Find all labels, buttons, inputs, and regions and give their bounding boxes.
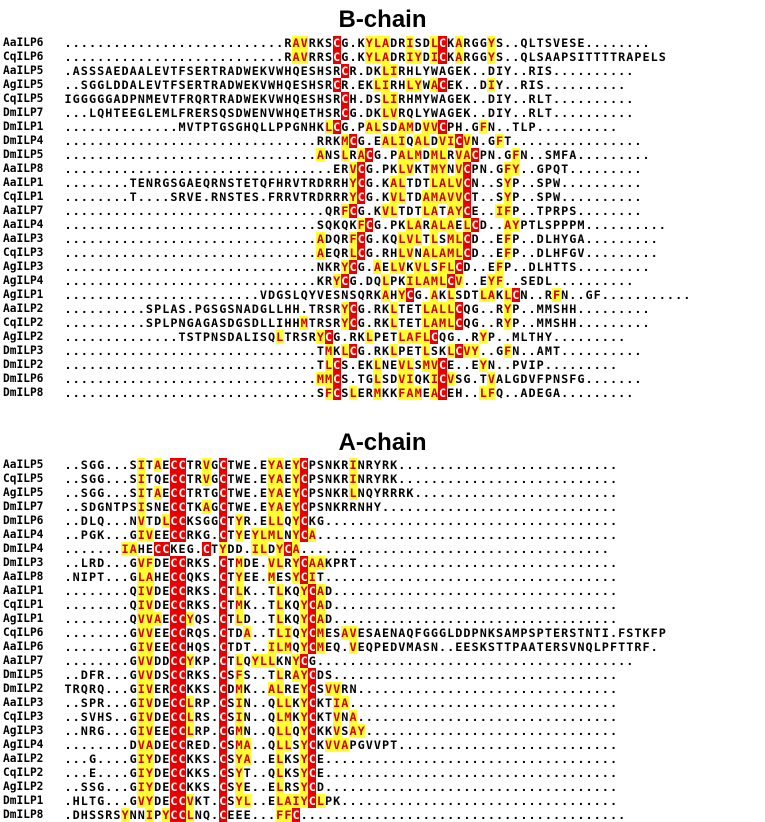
sequence-name: CqILP3	[3, 246, 44, 259]
sequence-name: AgILP4	[3, 274, 44, 287]
sequence-residues: .HLTG...GVYDECCVKT.CSYL..ELAIYCLPK..................................	[64, 794, 618, 808]
sequence-name: DmILP7	[3, 500, 44, 513]
sequence-residues: ...............................MMCS.TGLSDVIQKICVSG.TVALGDVFPNSFG.......	[64, 372, 642, 386]
sequence-residues: ...............................KRYCG.DQLPKILAMLCV..EYF..SEDL..........	[64, 274, 634, 288]
sequence-name: DmILP4	[3, 542, 44, 555]
sequence-residues: .......IAHECCKEG.CTYDD.ILDYCA......................................	[64, 542, 609, 556]
sequence-residues: .NIPT...GLAHECCQKS.CTYEE.MESYCIT....................................	[64, 570, 618, 584]
sequence-residues: ..DFR...GVVDSCCRKS.CSFS..TLRAYCDS...................................	[64, 668, 618, 682]
sequence-name: DmILP8	[3, 808, 44, 821]
sequence-residues: ........QVVAECCYQS.CTLD..TLKQYCAD...................................	[64, 612, 618, 626]
sequence-residues: ................................QRFCG.KVLTDTLATAYCE..IFP..TPRPS........	[64, 204, 642, 218]
sequence-name: DmILP8	[3, 386, 44, 399]
sequence-name: DmILP7	[3, 106, 44, 119]
sequence-name: DmILP1	[3, 120, 44, 133]
sequence-name: CqILP6	[3, 626, 44, 639]
sequence-name: DmILP6	[3, 372, 44, 385]
sequence-name: AaILP4	[3, 528, 44, 541]
sequence-residues: ........GVVEECCRQS.CTDA..TLIQYCMESAVESAENAQFGGGLDDPNKSAMPSPTERSTNTI.FSTKFP	[64, 626, 666, 640]
sequence-name: AgILP4	[3, 738, 44, 751]
sequence-residues: ...G....GIYDECCKKS.CSYA..ELKSYCE....................................	[64, 752, 618, 766]
sequence-residues: ........QIVDECCRKS.CTMK..TLKQYCAD...................................	[64, 598, 618, 612]
sequence-residues: ..........SPLPNGAGASDGSDLLIHHMTRSRYCG.RKLTETLAMLCQG..RYP..MMSHH.........	[64, 316, 650, 330]
sequence-residues: ...........................RAVRKSCG.KYLADRISDLCKARGGYS..QLTSVESE........	[64, 36, 650, 50]
sequence-residues: ...........................RAVRRSCG.KYLADRIYDICKARGGYS..QLSAAPSITTTTRAPELS	[64, 50, 666, 64]
sequence-residues: ...E....GIYDECCKKS.CSYT..QLKSYCE....................................	[64, 766, 618, 780]
sequence-name: AgILP1	[3, 612, 44, 625]
sequence-name: AaILP7	[3, 204, 44, 217]
sequence-name: DmILP5	[3, 668, 44, 681]
sequence-residues: ...............................ADQRFCG.KQLVLTLSMLCD..EFP..DLHYGA.........	[64, 232, 658, 246]
sequence-name: AgILP2	[3, 780, 44, 793]
sequence-name: AaILP1	[3, 584, 44, 597]
sequence-residues: .DHSSRSYNNIPYCCLNQ.CEEE...FFC........................................	[64, 808, 626, 822]
sequence-residues: TRQRQ...GIVERCCKKS.CDMK..ALREYCSVVRN................................	[64, 682, 618, 696]
sequence-name: AaILP6	[3, 36, 44, 49]
sequence-name: CqILP1	[3, 190, 44, 203]
sequence-residues: ..SGGLDDALEVTFSERTRADWEKVWHQESHSRCR.EKLIRHLYWACEK..DIY..RIS..........	[64, 78, 626, 92]
sequence-residues: ..SPR...GIVDECCLRP.CSIN..QLLKYCKTIA.................................	[64, 696, 618, 710]
sequence-residues: ........................VDGSLQYVESNSQRKAHYCG.AKLSDTLAKLCN..RFN..GF...........	[64, 288, 691, 302]
sequence-name: DmILP3	[3, 556, 44, 569]
sequence-name: CqILP2	[3, 316, 44, 329]
sequence-name: AaILP3	[3, 232, 44, 245]
sequence-residues: ........DVADECCRED.CSMA..QLLSYCKVVAPGVVPT...........................	[64, 738, 618, 752]
sequence-residues: ........QIVDECCRKS.CTLK..TLKQYCAD...................................	[64, 584, 618, 598]
sequence-residues: ...............................NKRYCG.AELVKVLSFLCD..EFP..DLHTTS.........	[64, 260, 650, 274]
sequence-residues: ..DLQ...NVTDLCCKSGGCTYR.ELLQYCKG....................................	[64, 514, 618, 528]
sequence-residues: ..SSG...GIYDECCKKS.CSYE..ELRSYCD....................................	[64, 780, 618, 794]
sequence-name: AgILP2	[3, 330, 44, 343]
sequence-name: CqILP3	[3, 710, 44, 723]
sequence-residues: ...............................AEQRLCG.RHLVNALAMLCD..EFP..DLHFGV.........	[64, 246, 658, 260]
sequence-residues: ..SGG...SITAECCTRVGCTWE.EYAEYCPSNKRINRYRK...........................	[64, 458, 618, 472]
sequence-residues: ........GIVEECCHQS.CTDT..ILMQYCMEQ.VEQPEDVMASN..EESKSTTPAATERSVNQLPFTTRF.	[64, 640, 658, 654]
sequence-name: AaILP1	[3, 176, 44, 189]
sequence-name: DmILP5	[3, 148, 44, 161]
sequence-residues: ..SVHS..GIVDECCLRS.CSIN..QLMKYCKTVNA................................	[64, 710, 618, 724]
sequence-name: AaILP8	[3, 162, 44, 175]
b-chain-title: B-chain	[338, 6, 427, 33]
sequence-residues: ..SGG...SITAECCTRTGCTWE.EYAEYCPSNKRLNQYRRRK.........................	[64, 486, 618, 500]
sequence-residues: ...............................TMKLCG.RKLPETLSKLCVY..GFN..AMT..........	[64, 344, 642, 358]
sequence-residues: ..LRD...GVFDECCRKS.CTMDE.VLRYCAAKPRT................................	[64, 556, 618, 570]
sequence-name: AaILP3	[3, 696, 44, 709]
sequence-residues: ..SGG...SITQECCTRVGCTWE.EYAEYCPSNKRINRYRK...........................	[64, 472, 618, 486]
sequence-name: AaILP8	[3, 570, 44, 583]
sequence-residues: ..............MVTPTGSGHQLLPPGNHKLCG.PALSDAMDVVCPH.GFN..TLP..........	[64, 120, 618, 134]
sequence-residues: ..............TSTPNSDALISQLTRSRYCG.RKLPETLAFLCQG..RYP..MLTHY.........	[64, 330, 626, 344]
a-chain-title: A-chain	[338, 429, 427, 456]
sequence-name: AaILP5	[3, 64, 44, 77]
sequence-residues: ........T....SRVE.RNSTES.FRRVTRDRRRYCG.KVLTDAMAVVCT..SYP..SPW..........	[64, 190, 642, 204]
sequence-residues: ..PGK...GIVEECCRKG.CTYEYLMLNYCA.....................................	[64, 528, 618, 542]
sequence-name: AgILP3	[3, 724, 44, 737]
sequence-name: DmILP3	[3, 344, 44, 357]
sequence-residues: ...............................SFCSLERMKKFAMEACEH..LFQ..ADEGA.........	[64, 386, 634, 400]
sequence-residues: ..........SPLAS.PGSGSNADGLLHH.TRSRYCG.RKLTETLALLCQG..RYP..MMSHH.........	[64, 302, 650, 316]
sequence-name: AgILP1	[3, 288, 44, 301]
sequence-name: AgILP5	[3, 78, 44, 91]
sequence-name: CqILP5	[3, 92, 44, 105]
sequence-name: AaILP2	[3, 302, 44, 315]
sequence-name: AaILP2	[3, 752, 44, 765]
sequence-residues: ...............................TLCS.EKLNEVLSMVCE..EYN..PVIP.........	[64, 358, 618, 372]
sequence-name: CqILP5	[3, 472, 44, 485]
sequence-name: DmILP4	[3, 134, 44, 147]
sequence-residues: .................................ERVCG.PKLVKTMYNVCPN.GFY..GPQT.........	[64, 162, 642, 176]
sequence-residues: ...............................RRKMCG.EALIQALDVICVN.GFT................	[64, 134, 642, 148]
sequence-name: AaILP7	[3, 654, 44, 667]
sequence-residues: IGGGGGADPNMEVTFRQRTRADWEKVWHQESHSRCH.DSLIRHMYWAGEK..DIY..RLT..........	[64, 92, 634, 106]
sequence-name: DmILP2	[3, 682, 44, 695]
sequence-name: DmILP1	[3, 794, 44, 807]
sequence-residues: ...............................SQKQKFCG.PKLARALAELCD..AYPTLSPPPM..........	[64, 218, 666, 232]
sequence-name: AgILP3	[3, 260, 44, 273]
sequence-name: AaILP5	[3, 458, 44, 471]
sequence-residues: .ASSSAEDAALEVTFSERTRADWEKVWHQESHSRCR.DKLIRHLYWAGEK..DIY..RIS..........	[64, 64, 634, 78]
sequence-name: CqILP2	[3, 766, 44, 779]
sequence-name: AaILP6	[3, 640, 44, 653]
sequence-residues: ........TENRGSGAEQRNSTETQFHRVTRDRRHYCG.KALTDTLALVCN..SYP..SPW..........	[64, 176, 642, 190]
sequence-residues: ..SDGNTPSISNECCTKAGCTWE.EYAEYCPSNKRRNHY.............................	[64, 500, 618, 514]
sequence-residues: ...............................ANSLRACG.PALMDMLRVACPN.GFN..SMFA.........	[64, 148, 650, 162]
sequence-name: DmILP6	[3, 514, 44, 527]
sequence-residues: ...LQHTEEGLEMLFRERSQSDWENVWHQETHSRCG.DKLVRQLYWAGEK..DIY..RLT..........	[64, 106, 634, 120]
sequence-residues: ..NRG...GIVEECCLRP.CGMN..QLLQYCKKVSAY...............................	[64, 724, 618, 738]
sequence-name: CqILP6	[3, 50, 44, 63]
sequence-name: CqILP1	[3, 598, 44, 611]
sequence-name: DmILP2	[3, 358, 44, 371]
sequence-name: AgILP5	[3, 486, 44, 499]
sequence-residues: ........GVVDDCCYKP.CTLQYLLKNYCG.......................................	[64, 654, 634, 668]
sequence-name: AaILP4	[3, 218, 44, 231]
